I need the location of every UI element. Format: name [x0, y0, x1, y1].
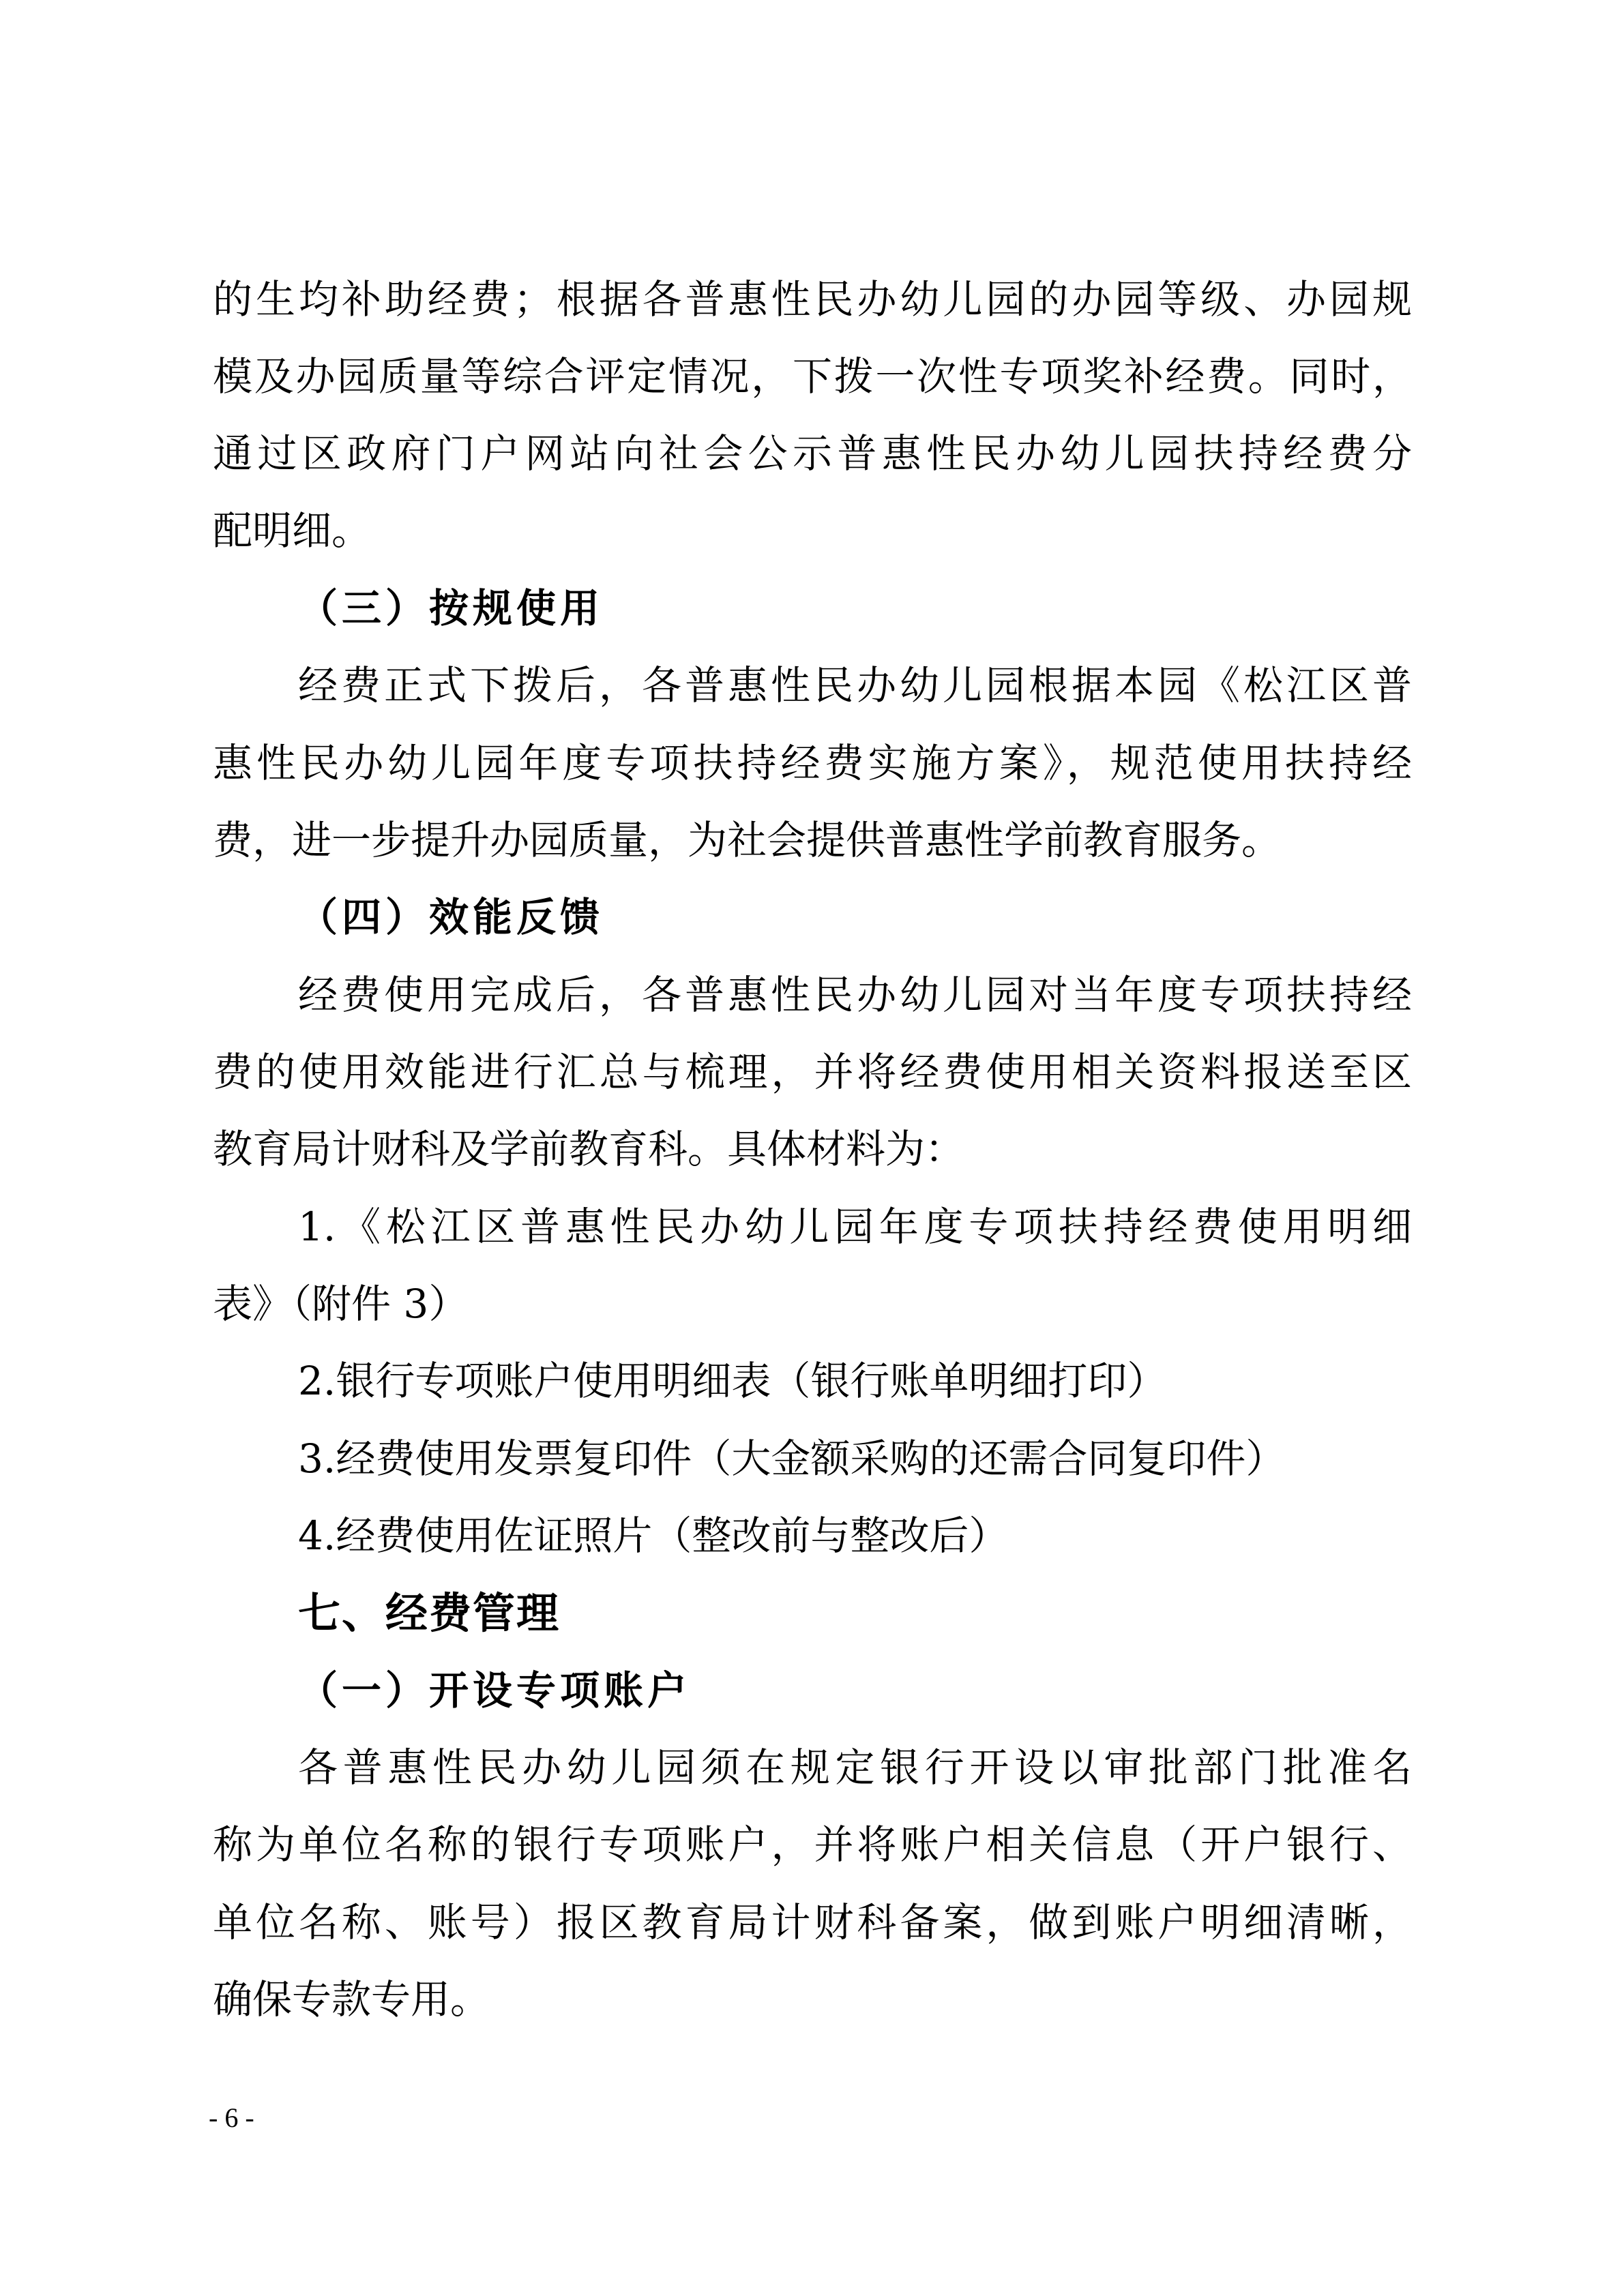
paragraph-line: 配明细。 [213, 507, 372, 554]
paragraph-line: 单位名称、账号）报区教育局计财科备案，做到账户明细清晰， [213, 1899, 1412, 1945]
paragraph-line: 通过区政府门户网站向社会公示普惠性民办幼儿园扶持经费分 [213, 430, 1412, 477]
material-item-1: 1.《松江区普惠性民办幼儿园年度专项扶持经费使用明细 [298, 1204, 1412, 1250]
section-heading-compliant-use: （三）按规使用 [298, 585, 604, 631]
chapter-heading-fund-management: 七、经费管理 [298, 1588, 561, 1638]
paragraph-line: 经费正式下拨后，各普惠性民办幼儿园根据本园《松江区普 [298, 662, 1412, 709]
paragraph-line: 惠性民办幼儿园年度专项扶持经费实施方案》，规范使用扶持经 [213, 740, 1412, 786]
material-item-4: 4.经费使用佐证照片（整改前与整改后） [298, 1512, 1009, 1559]
paragraph-line: 经费使用完成后，各普惠性民办幼儿园对当年度专项扶持经 [298, 972, 1412, 1018]
paragraph-line: 各普惠性民办幼儿园须在规定银行开设以审批部门批准名 [298, 1744, 1412, 1791]
paragraph-line: 确保专款专用。 [213, 1976, 490, 2023]
paragraph-line: 费，进一步提升办园质量，为社会提供普惠性学前教育服务。 [213, 817, 1282, 863]
section-heading-special-account: （一）开设专项账户 [298, 1667, 692, 1714]
paragraph-line: 称为单位名称的银行专项账户，并将账户相关信息（开户银行、 [213, 1821, 1412, 1868]
material-item-1-cont: 表》（附件 3） [213, 1281, 469, 1327]
paragraph-line: 的生均补助经费；根据各普惠性民办幼儿园的办园等级、办园规 [213, 276, 1412, 323]
paragraph-line: 费的使用效能进行汇总与梳理，并将经费使用相关资料报送至区 [213, 1049, 1412, 1095]
page-number: - 6 - [209, 2102, 254, 2133]
material-item-2: 2.银行专项账户使用明细表（银行账单明细打印） [298, 1358, 1167, 1404]
paragraph-line: 教育局计财科及学前教育科。具体材料为： [213, 1126, 965, 1172]
section-heading-effectiveness-feedback: （四）效能反馈 [298, 894, 604, 940]
material-item-3: 3.经费使用发票复印件（大金额采购的还需合同复印件） [298, 1435, 1286, 1482]
paragraph-line: 模及办园质量等综合评定情况，下拨一次性专项奖补经费。同时， [213, 353, 1412, 400]
